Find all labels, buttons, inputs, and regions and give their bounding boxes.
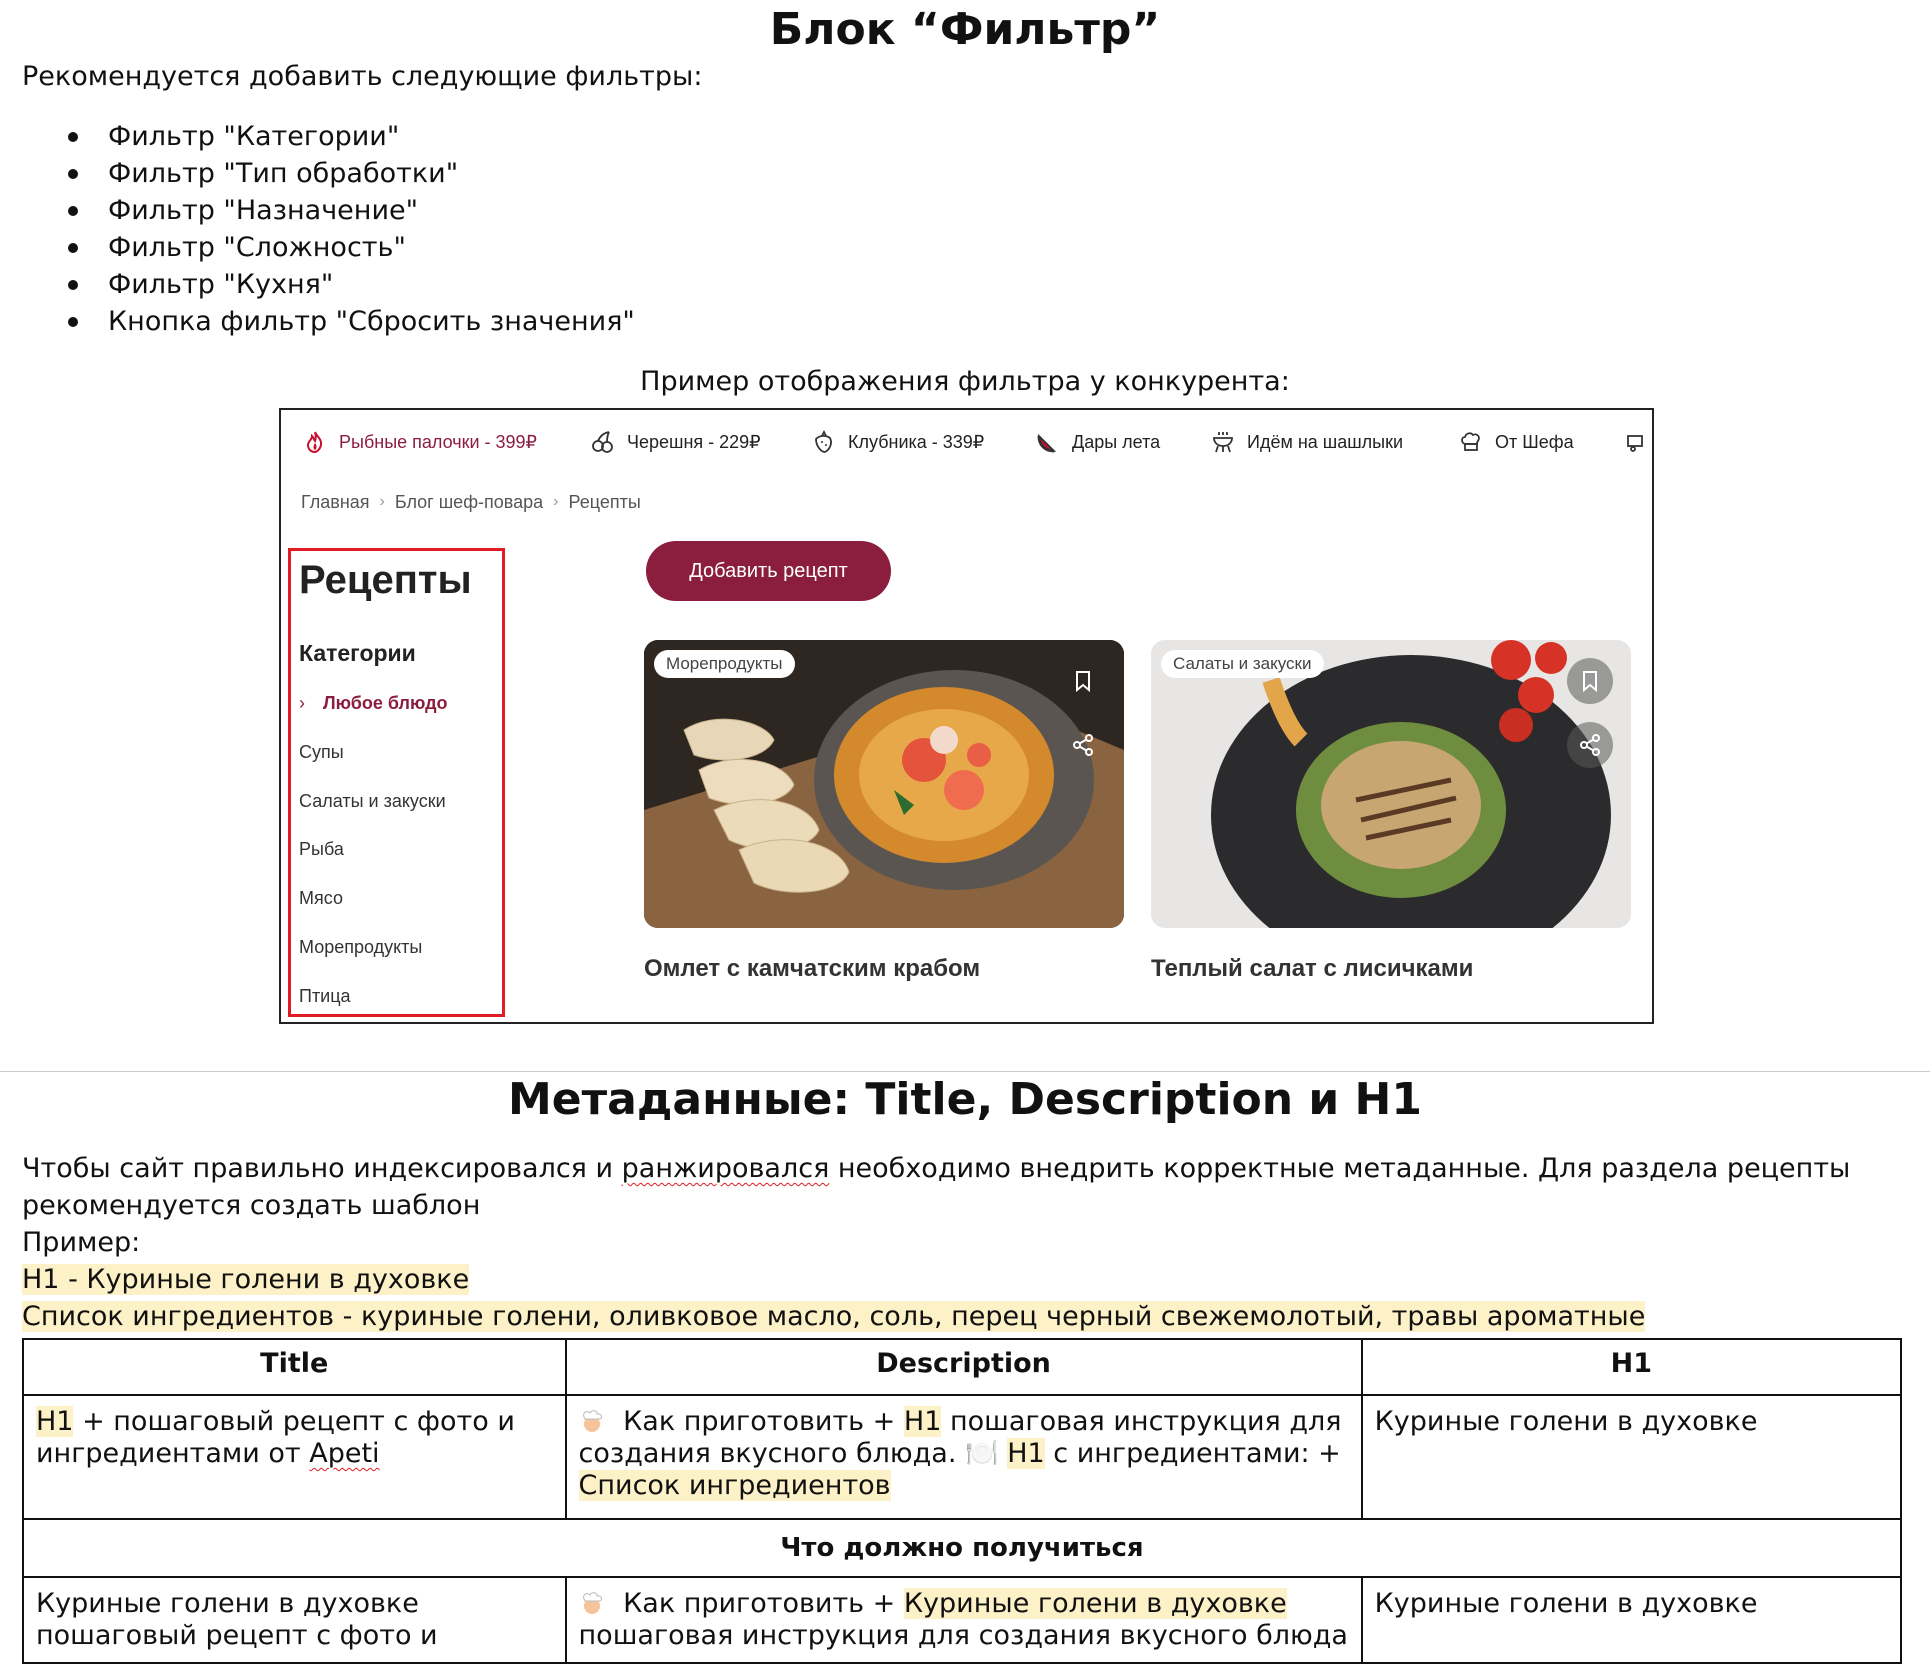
promo-item[interactable]: Клубника - 339₽ <box>812 422 984 462</box>
chevron-right-icon: › <box>379 493 385 510</box>
cook-emoji-icon <box>579 1590 605 1616</box>
breadcrumb-item[interactable]: Блог шеф-повара <box>394 491 544 512</box>
watermelon-icon <box>1036 430 1060 454</box>
example-h1: H1 - Куриные голени в духовке <box>22 1264 470 1295</box>
bullet-icon <box>68 132 78 142</box>
fire-icon <box>303 430 327 454</box>
section-divider <box>0 1071 1930 1072</box>
share-icon[interactable] <box>1060 722 1106 768</box>
table-row <box>23 1395 1901 1519</box>
table-cell: Куриные голени в духовке <box>1362 1395 1901 1519</box>
table-cell: Куриные голени в духовке <box>1362 1577 1901 1663</box>
omelet-photo <box>644 640 1124 928</box>
bookmark-icon[interactable] <box>1567 658 1613 704</box>
category-badge: Морепродукты <box>654 650 795 678</box>
share-icon[interactable] <box>1567 722 1613 768</box>
list-item: Фильтр "Кухня" <box>60 266 635 303</box>
category-item[interactable]: Супы <box>299 742 344 762</box>
example-label: Пример: <box>22 1227 141 1258</box>
table-header-row <box>23 1339 1901 1395</box>
table-cell: H1 + пошаговый рецепт с фото и ингредиентами от Apeti <box>23 1395 566 1519</box>
breadcrumb-item[interactable]: Рецепты <box>568 491 641 512</box>
metadata-table <box>22 1338 1902 1664</box>
table-header: Title <box>23 1339 566 1395</box>
promo-item[interactable]: Черешня - 229₽ <box>591 422 761 462</box>
salad-photo <box>1151 640 1631 928</box>
competitor-screenshot <box>279 408 1654 1024</box>
recipe-card[interactable] <box>644 640 1124 928</box>
example-ingredients: Список ингредиентов - куриные голени, оливковое масло, соль, перец черный свежемолотый, травы ароматные <box>22 1301 1646 1332</box>
promo-item[interactable]: Идём на шашлыки <box>1211 422 1403 462</box>
promo-item[interactable]: Дары лета <box>1036 422 1160 462</box>
breadcrumb <box>301 488 641 516</box>
section-title-filter: Блок “Фильтр” <box>769 4 1161 55</box>
truck-icon <box>1626 430 1650 454</box>
filter-list <box>60 118 635 340</box>
category-item[interactable]: Мясо <box>299 888 343 908</box>
chef-hat-icon <box>1459 430 1483 454</box>
metadata-paragraph-cont: рекомендуется создать шаблон <box>22 1190 481 1221</box>
table-header: Description <box>566 1339 1362 1395</box>
chevron-right-icon: › <box>553 493 559 510</box>
sidebar-title: Рецепты <box>299 558 472 602</box>
result-label: Что должно получиться <box>23 1519 1901 1577</box>
bullet-icon <box>68 280 78 290</box>
cook-emoji-icon <box>579 1408 605 1434</box>
category-item[interactable]: Салаты и закуски <box>299 791 446 811</box>
table-header: H1 <box>1362 1339 1901 1395</box>
example-caption: Пример отображения фильтра у конкурента: <box>640 366 1290 397</box>
category-item[interactable]: Птица <box>299 986 351 1006</box>
category-badge: Салаты и закуски <box>1161 650 1324 678</box>
grill-icon <box>1211 430 1235 454</box>
table-row <box>23 1519 1901 1577</box>
recipe-card[interactable] <box>1151 640 1631 928</box>
bullet-icon <box>68 206 78 216</box>
bullet-icon <box>68 243 78 253</box>
breadcrumb-item[interactable]: Главная <box>301 491 370 512</box>
category-item[interactable]: Морепродукты <box>299 937 423 957</box>
add-recipe-button[interactable]: Добавить рецепт <box>646 541 891 601</box>
list-item: Кнопка фильтр "Сбросить значения" <box>60 303 635 340</box>
list-item: Фильтр "Сложность" <box>60 229 635 266</box>
category-item[interactable]: Любое блюдо <box>323 693 448 713</box>
table-cell: Куриные голени в духовке пошаговый рецепт с фото и <box>23 1577 566 1663</box>
promo-item[interactable]: Рыбные палочки - 399₽ <box>303 422 537 462</box>
bookmark-icon[interactable] <box>1060 658 1106 704</box>
promo-item[interactable]: От Шефа <box>1459 422 1574 462</box>
table-row <box>23 1577 1901 1663</box>
list-item: Фильтр "Назначение" <box>60 192 635 229</box>
promo-item[interactable] <box>1626 422 1654 462</box>
strawberry-icon <box>812 430 836 454</box>
filter-intro: Рекомендуется добавить следующие фильтры: <box>22 61 703 92</box>
category-item[interactable]: Рыба <box>299 839 344 859</box>
bullet-icon <box>68 317 78 327</box>
table-cell: Как приготовить + Куриные голени в духовке пошаговая инструкция для создания вкусного блюда <box>566 1577 1362 1663</box>
cherry-icon <box>591 430 615 454</box>
metadata-paragraph: Чтобы сайт правильно индексировался и ранжировался необходимо внедрить корректные метаданные. Для раздела рецепты <box>22 1153 1851 1184</box>
recipe-title[interactable]: Теплый салат с лисичками <box>1151 955 1474 982</box>
list-item: Фильтр "Категории" <box>60 118 635 155</box>
promo-bar <box>281 422 1652 462</box>
categories-label: Категории <box>299 640 416 666</box>
section-title-metadata: Метаданные: Title, Description и H1 <box>508 1074 1422 1125</box>
table-cell: Как приготовить + H1 пошаговая инструкция для создания вкусного блюда. 🍽️ H1 с ингредиентами: + Список ингредиентов <box>566 1395 1362 1519</box>
bullet-icon <box>68 169 78 179</box>
chevron-right-icon: › <box>299 693 305 713</box>
list-item: Фильтр "Тип обработки" <box>60 155 635 192</box>
recipe-title[interactable]: Омлет с камчатским крабом <box>644 955 981 982</box>
